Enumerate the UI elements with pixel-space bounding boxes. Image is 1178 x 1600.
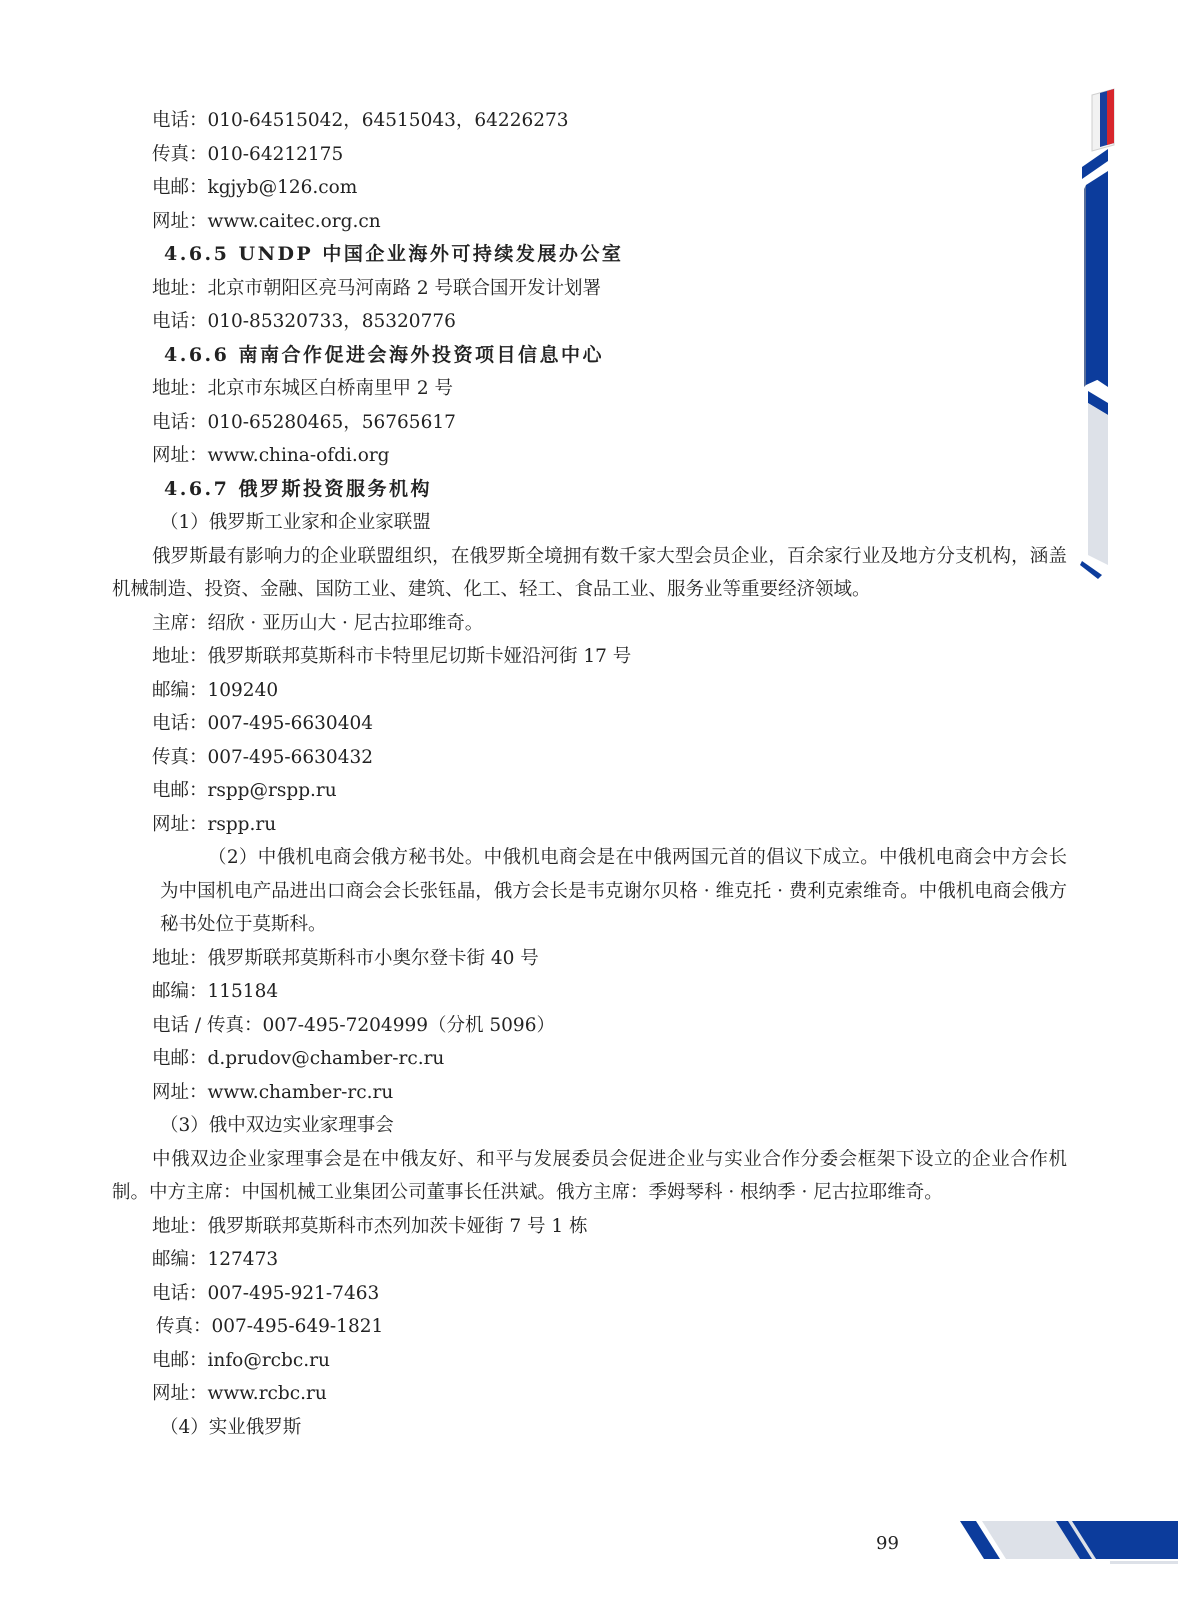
document-body xyxy=(112,104,1067,1444)
address-line: 地址：俄罗斯联邦莫斯科市卡特里尼切斯卡娅沿河街 17 号 xyxy=(152,646,632,667)
footer-decoration xyxy=(960,1515,1178,1567)
address-line: 地址：俄罗斯联邦莫斯科市小奥尔登卡街 40 号 xyxy=(152,947,539,969)
fax-line: 传真：007-495-649-1821 xyxy=(156,1316,384,1337)
side-decoration xyxy=(1076,85,1178,595)
phone-line: 电话：007-495-921-7463 xyxy=(152,1282,380,1304)
fax-line: 传真：007-495-6630432 xyxy=(152,746,374,768)
website-line: 网址：www.caitec.org.cn xyxy=(152,210,381,232)
phone-line: 电话：007-495-6630404 xyxy=(152,713,374,734)
email-line: 电邮：kgjyb@126.com xyxy=(152,177,358,198)
website-line: 网址：rspp.ru xyxy=(152,813,277,835)
email-line: 电邮：d.prudov@chamber-rc.ru xyxy=(152,1048,445,1069)
phone-line: 电话：010-64515042，64515043，64226273 xyxy=(152,110,569,131)
postcode-line: 邮编：127473 xyxy=(152,1249,279,1270)
chairman-line: 主席：绍欣 · 亚历山大 · 尼古拉耶维奇。 xyxy=(152,612,484,634)
address-line: 地址：北京市朝阳区亮马河南路 2 号联合国开发计划署 xyxy=(152,277,602,299)
paragraph: 中俄双边企业家理事会是在中俄友好、和平与发展委员会促进企业与实业合作分委会框架下设立的企业合作机制。中方主席：中国机械工业集团公司董事长任洪斌。俄方主席：季姆琴科 · 根纳季 · 尼古拉耶维奇。 xyxy=(112,1148,1067,1203)
subsection-title: （3）俄中双边实业家理事会 xyxy=(160,1115,394,1136)
fax-line: 传真：010-64212175 xyxy=(152,143,344,165)
section-heading-4-6-5: 4.6.5 UNDP 中国企业海外可持续发展办公室 xyxy=(164,243,624,265)
address-line: 地址：俄罗斯联邦莫斯科市杰列加茨卡娅街 7 号 1 栋 xyxy=(152,1215,588,1237)
section-heading-4-6-6: 4.6.6 南南合作促进会海外投资项目信息中心 xyxy=(164,343,605,366)
postcode-line: 邮编：115184 xyxy=(152,981,279,1002)
website-line: 网址：www.rcbc.ru xyxy=(152,1383,327,1404)
website-line: 网址：www.china-ofdi.org xyxy=(152,445,390,466)
page-number: 99 xyxy=(876,1533,899,1554)
subsection-title: （1）俄罗斯工业家和企业家联盟 xyxy=(160,512,431,533)
paragraph: （2）中俄机电商会俄方秘书处。中俄机电商会是在中俄两国元首的倡议下成立。中俄机电商会中方会长为中国机电产品进出口商会会长张钰晶，俄方会长是韦克谢尔贝格 · 维克托 · 费利克索维奇。中俄机电商会俄方秘书处位于莫斯科。 xyxy=(160,847,1067,935)
phone-line: 电话：010-65280465，56765617 xyxy=(152,411,456,433)
postcode-line: 邮编：109240 xyxy=(152,679,279,701)
phone-fax-line: 电话 / 传真：007-495-7204999（分机 5096） xyxy=(152,1014,555,1036)
paragraph: 俄罗斯最有影响力的企业联盟组织，在俄罗斯全境拥有数千家大型会员企业，百余家行业及地方分支机构，涵盖机械制造、投资、金融、国防工业、建筑、化工、轻工、食品工业、服务业等重要经济领域。 xyxy=(112,545,1067,600)
subsection-title: （4）实业俄罗斯 xyxy=(160,1416,302,1438)
address-line: 地址：北京市东城区白桥南里甲 2 号 xyxy=(152,378,454,399)
phone-line: 电话：010-85320733，85320776 xyxy=(152,311,456,332)
email-line: 电邮：rspp@rspp.ru xyxy=(152,780,337,801)
email-line: 电邮：info@rcbc.ru xyxy=(152,1349,330,1371)
website-line: 网址：www.chamber-rc.ru xyxy=(152,1081,394,1103)
section-heading-4-6-7: 4.6.7 俄罗斯投资服务机构 xyxy=(164,477,433,500)
